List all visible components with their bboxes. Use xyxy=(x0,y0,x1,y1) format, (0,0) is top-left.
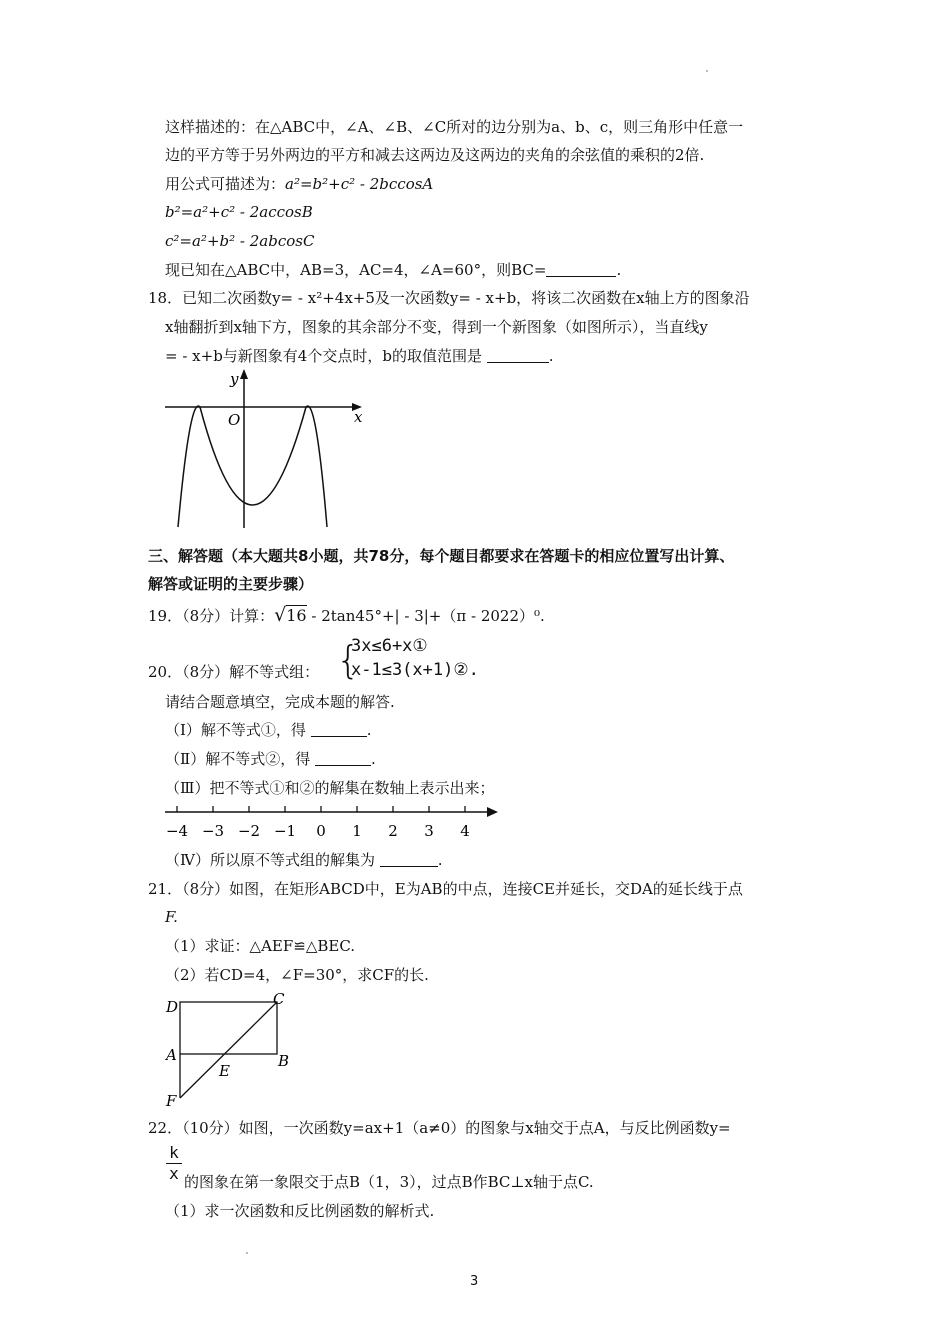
answer-blank[interactable] xyxy=(487,348,549,363)
q21-part-1: （1）求证：△AEF≌△BEC. xyxy=(165,937,356,955)
inequality-2 xyxy=(351,658,479,682)
formula-b: b²=a²+c² - 2accosB xyxy=(165,203,313,221)
intro-question-text: 现已知在△ABC中，AB=3，AC=4，∠A=60°，则BC= xyxy=(165,261,547,279)
q22-line-1: 22．（10分）如图，一次函数y=ax+1（a≠0）的图象与x轴交于点A，与反比例函数y= xyxy=(148,1119,731,1137)
number-line-label: 2 xyxy=(388,822,398,840)
q20-step-1-end: . xyxy=(366,721,372,739)
origin-label: O xyxy=(228,411,241,429)
q20-prefix: 20．（8分）解不等式组： xyxy=(148,663,320,681)
fraction-numerator: k xyxy=(166,1143,182,1164)
q21-part-2: （2）若CD=4，∠F=30°，求CF的长. xyxy=(165,966,429,984)
answer-blank[interactable] xyxy=(315,751,371,766)
label-c: C xyxy=(273,990,285,1008)
rectangle-figure xyxy=(160,988,300,1113)
fraction-denominator: x xyxy=(169,1164,179,1183)
q18-graph xyxy=(160,365,370,530)
label-a: A xyxy=(166,1046,177,1064)
formula-a: a²=b²+c² - 2bccosA xyxy=(285,175,434,193)
radical-sign: √ xyxy=(274,604,287,626)
number-line-label: 1 xyxy=(352,822,362,840)
q21-line-1: 21．（8分）如图，在矩形ABCD中，E为AB的中点，连接CE并延长，交DA的延长线于点 xyxy=(148,880,743,898)
answer-blank[interactable] xyxy=(311,722,367,737)
y-axis-label: y xyxy=(230,370,239,388)
label-b: B xyxy=(278,1052,290,1070)
intro-line-2: 边的平方等于另外两边的平方和减去这两边及这两边的夹角的余弦值的乘积的2倍. xyxy=(165,146,705,164)
parabola-folded-part xyxy=(200,407,306,505)
number-line xyxy=(160,798,510,846)
number-line-label: −4 xyxy=(165,822,189,840)
q18-line-3-end: . xyxy=(548,347,554,365)
q20-step-4 xyxy=(165,850,443,870)
q20-step-2-end: . xyxy=(370,750,376,768)
q20-step-1 xyxy=(165,720,372,740)
decorative-dot xyxy=(246,1252,248,1254)
q20-step-2-text: （Ⅱ）解不等式②，得 xyxy=(165,750,311,768)
number-line-arrow xyxy=(487,807,498,817)
label-e: E xyxy=(219,1062,230,1080)
label-d: D xyxy=(166,998,179,1016)
formula-c: c²=a²+b² - 2abcosC xyxy=(165,232,315,250)
q20-step-1-text: （Ⅰ）解不等式①，得 xyxy=(165,721,306,739)
number-line-label: 4 xyxy=(460,822,470,840)
number-line-label: −3 xyxy=(201,822,225,840)
inequality-1: 3x≤6+x① xyxy=(351,636,428,656)
rectangle-abcd xyxy=(180,1002,277,1054)
q20-step-4-text: （Ⅳ）所以原不等式组的解集为 xyxy=(165,851,375,869)
section3-line-2: 解答或证明的主要步骤） xyxy=(148,575,314,593)
number-line-label: −2 xyxy=(237,822,261,840)
intro-line-1: 这样描述的：在△ABC中，∠A、∠B、∠C所对的边分别为a、b、c，则三角形中任意一 xyxy=(165,118,744,136)
inequality-2-text: x-1≤3(x+1)② xyxy=(351,660,469,680)
fraction-k-over-x xyxy=(166,1143,182,1184)
q19-prefix: 19．（8分）计算： xyxy=(148,607,275,625)
q20-step-4-end: . xyxy=(437,851,443,869)
radicand: 16 xyxy=(286,606,307,625)
label-f: F xyxy=(166,1092,177,1110)
number-line-label: 0 xyxy=(316,822,326,840)
q18-line-1: 18．已知二次函数y= - x²+4x+5及一次函数y= - x+b，将该二次函数在x轴上方的图象沿 xyxy=(148,289,750,307)
answer-blank[interactable] xyxy=(380,852,438,867)
section3-line-1: 三、解答题（本大题共8小题，共78分，每个题目都要求在答题卡的相应位置写出计算、 xyxy=(148,547,735,565)
q20-step-2 xyxy=(165,749,376,769)
q19 xyxy=(148,605,545,626)
decorative-dot xyxy=(706,70,708,72)
intro-question-end: . xyxy=(616,261,622,279)
y-axis-arrow xyxy=(240,369,248,379)
page-number: 3 xyxy=(470,1274,479,1289)
q19-rest: - 2tan45°+| - 3|+（π - 2022）⁰. xyxy=(306,607,545,625)
inequality-end: . xyxy=(468,660,479,680)
intro-question xyxy=(165,260,621,280)
q21-line-2: F. xyxy=(165,908,178,926)
number-line-label: 3 xyxy=(424,822,434,840)
q18-line-3-text: = - x+b与新图象有4个交点时，b的取值范围是 xyxy=(165,347,482,365)
inequality-brace: { xyxy=(336,638,361,682)
parabola-right-branch xyxy=(306,406,327,527)
q20-step-3: （Ⅲ）把不等式①和②的解集在数轴上表示出来； xyxy=(165,779,495,797)
number-line-label: −1 xyxy=(273,822,297,840)
q22-line-2: 的图象在第一象限交于点B（1，3），过点B作BC⊥x轴于点C. xyxy=(184,1173,594,1191)
x-axis-label: x xyxy=(354,408,363,426)
q18-line-2: x轴翻折到x轴下方，图象的其余部分不变，得到一个新图象（如图所示），当直线y xyxy=(165,318,708,336)
q18-line-3 xyxy=(165,346,554,366)
parabola-left-branch xyxy=(178,406,200,527)
answer-blank[interactable] xyxy=(546,262,616,277)
formula-intro xyxy=(165,174,433,194)
formula-intro-text: 用公式可描述为： xyxy=(165,175,286,193)
line-ce-extended xyxy=(180,1002,277,1098)
q22-part-1: （1）求一次函数和反比例函数的解析式. xyxy=(165,1202,435,1220)
q20-instruction: 请结合题意填空，完成本题的解答. xyxy=(165,693,395,711)
